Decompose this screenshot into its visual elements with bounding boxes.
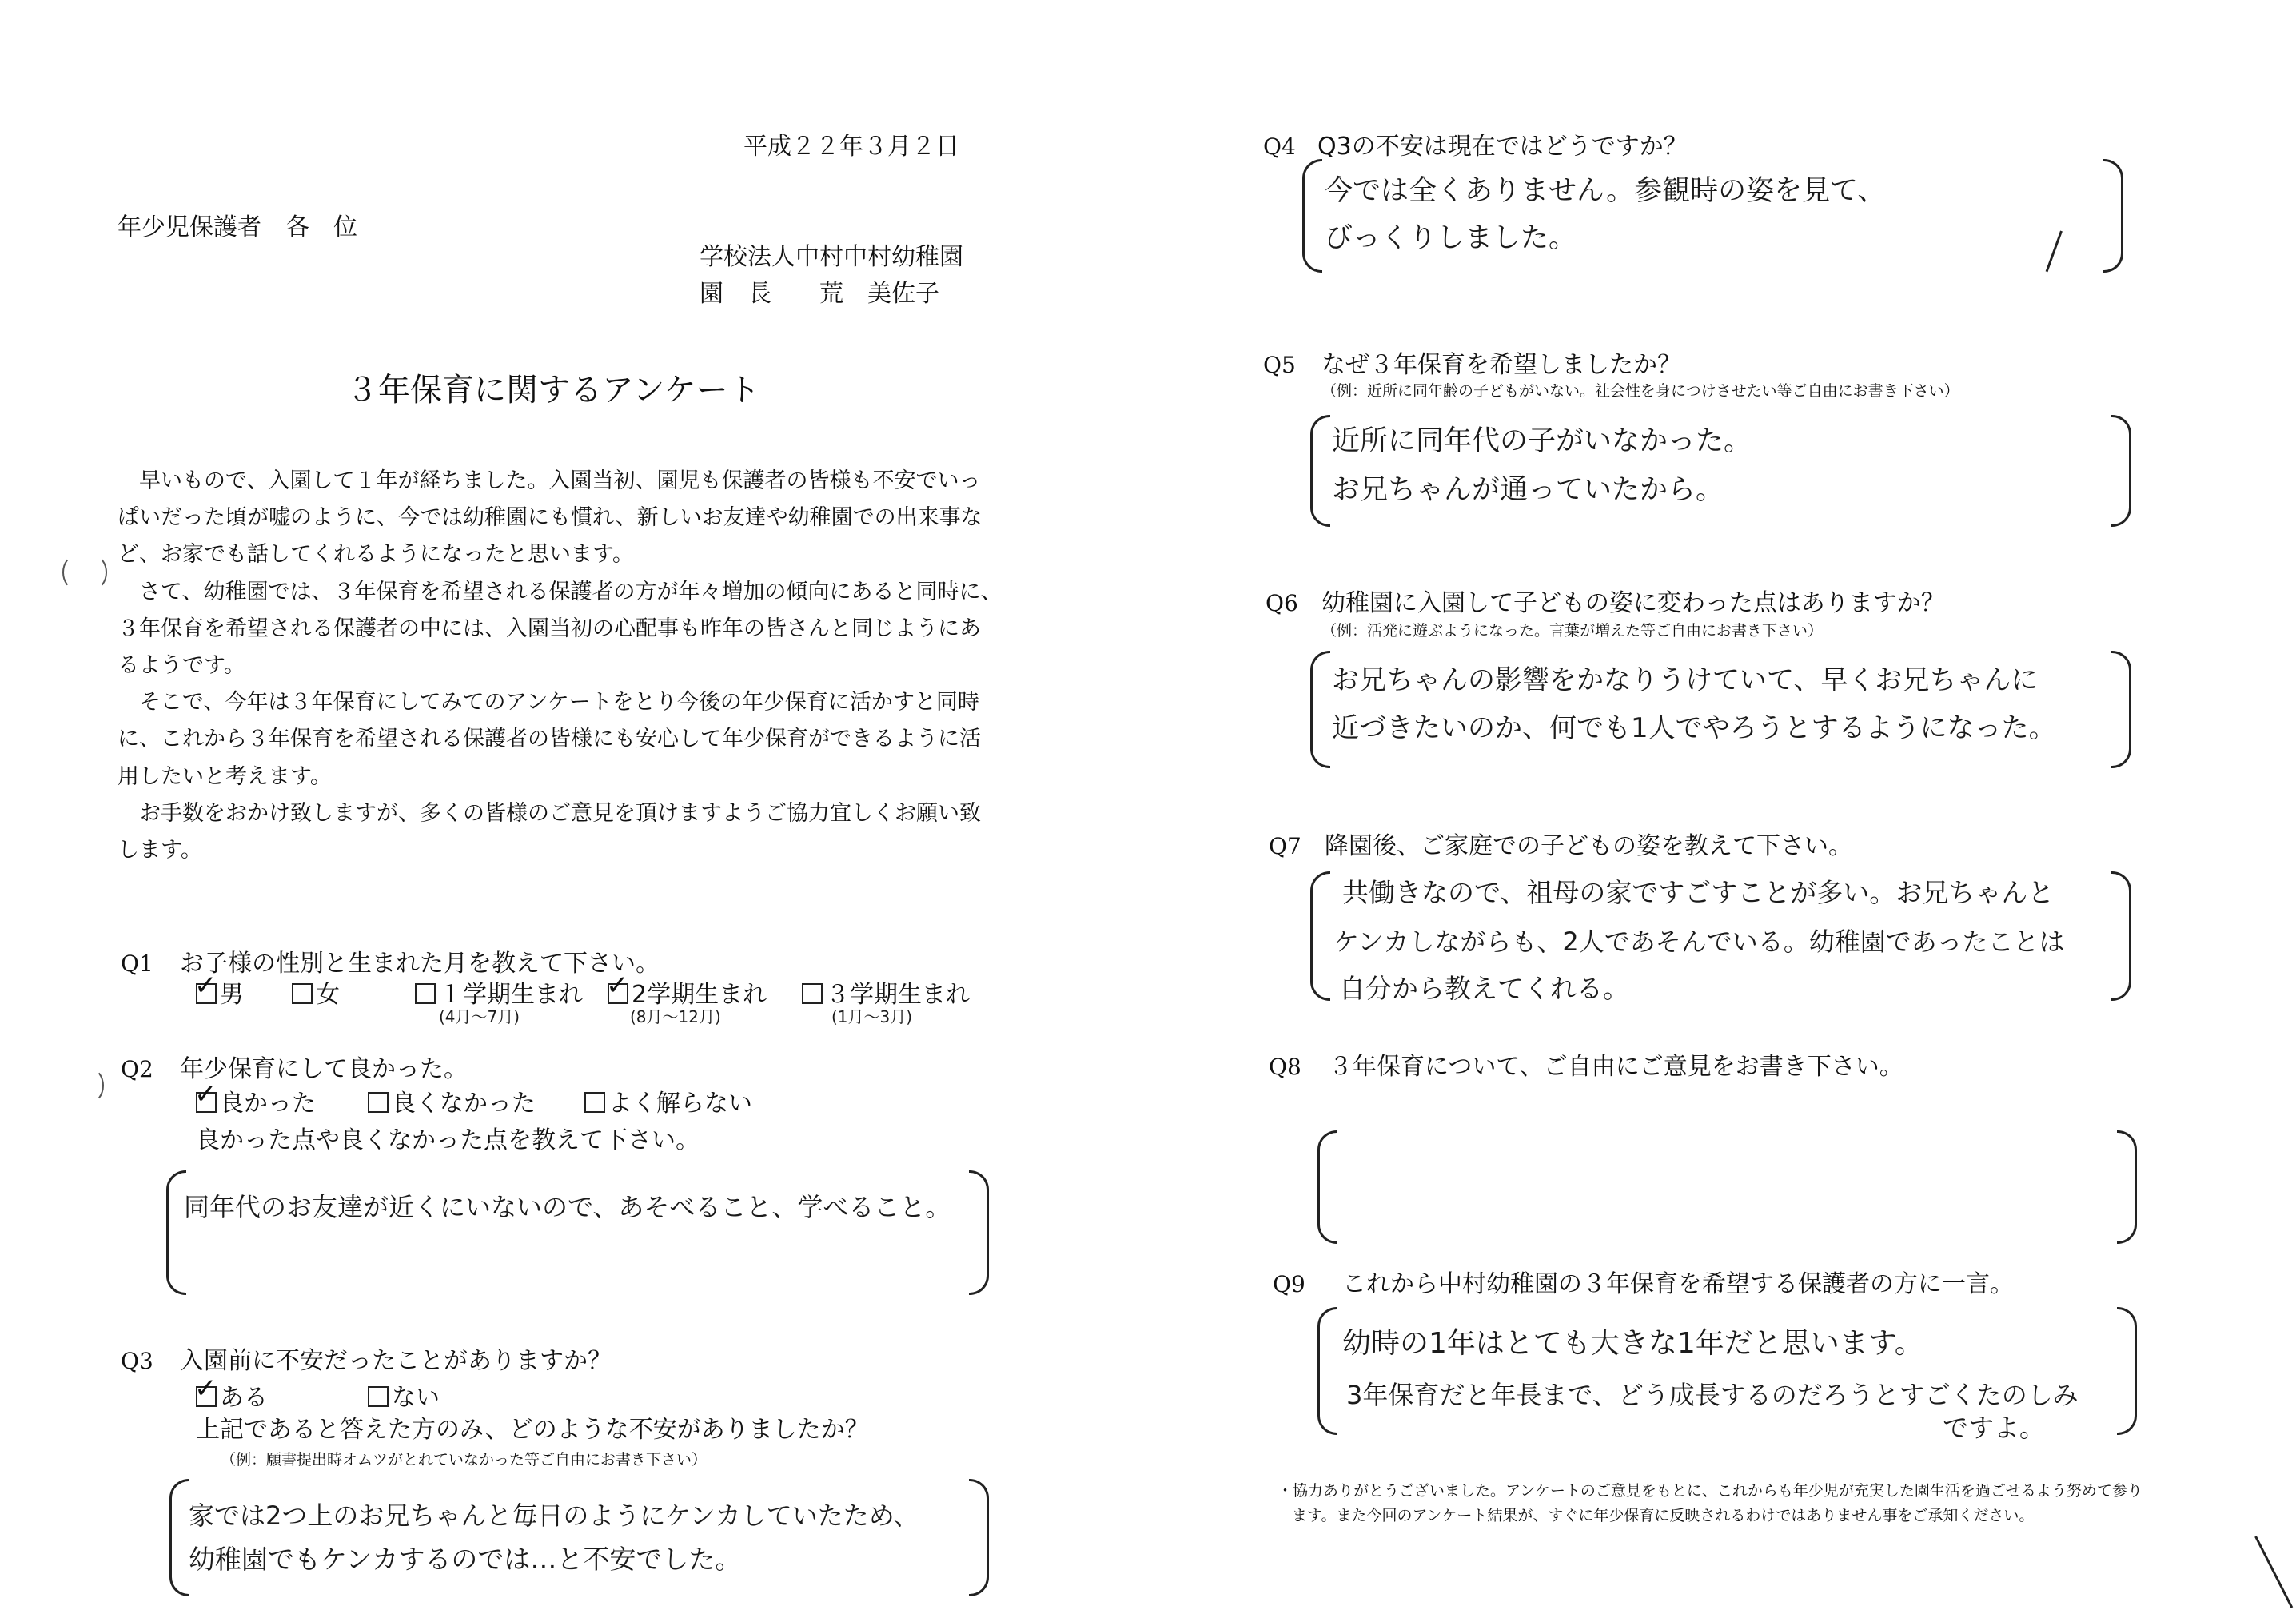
q6-example-note: （例：活発に遊ぶようになった。言葉が増えた等ご自由にお書き下さい） (1321, 622, 1824, 640)
q5-example-note: （例：近所に同年齢の子どもがいない。社会性を身につけさせたい等ご自由にお書き下さい） (1321, 382, 1959, 400)
bracket-right (2117, 1307, 2137, 1435)
q4-question: Q3の不安は現在ではどうですか？ (1317, 133, 1688, 161)
intro-line: さて、幼稚園では、３年保育を希望される保護者の方が年々増加の傾向にあると同時に、 (118, 580, 1003, 604)
q1-label: Q1 (121, 950, 153, 977)
option-label: ない (392, 1384, 440, 1412)
q2-option-not-good (368, 1090, 536, 1118)
intro-line: ３年保育を希望される保護者の中には、入園当初の心配事も昨年の皆さんと同じようにあ (118, 616, 981, 641)
q8-question: ３年保育について、ご自由にご意見をお書き下さい。 (1329, 1053, 1903, 1081)
option-label: １学期生まれ (439, 981, 583, 1009)
q3-answer-box (169, 1479, 989, 1596)
bracket-right (2111, 651, 2131, 768)
q2-subquestion: 良かった点や良くなかった点を教えて下さい。 (196, 1126, 700, 1154)
option-label: よく解らない (608, 1090, 752, 1118)
bracket-left (1310, 415, 1330, 527)
option-label: ３学期生まれ (826, 981, 970, 1009)
q2-question: 年少保育にして良かった。 (180, 1055, 468, 1083)
option-label: ある (220, 1384, 268, 1412)
intro-line: 早いもので、入園して１年が経ちました。入園当初、園児も保護者の皆様も不安でいっ (118, 468, 981, 493)
intro-line: ぱいだった頃が嘘のように、今では幼稚園にも慣れ、新しいお友達や幼稚園での出来事な (118, 505, 983, 530)
school-name: 学校法人中村中村幼稚園 (700, 243, 963, 271)
q9-label: Q9 (1273, 1271, 1305, 1297)
bracket-left (1317, 1307, 1337, 1435)
q1-term1-months: (4月～7月) (439, 1007, 520, 1026)
checkbox (584, 1092, 605, 1113)
q3-label: Q3 (121, 1348, 153, 1374)
checkbox (368, 1386, 389, 1407)
checkbox (608, 983, 628, 1004)
checkbox (368, 1092, 389, 1113)
q1-term3-months: (1月～3月) (831, 1007, 913, 1026)
q3-question: 入園前に不安だったことがありますか？ (180, 1347, 612, 1375)
q3-handwritten-answer-line: 幼稚園でもケンカするのでは…と不安でした。 (189, 1544, 742, 1575)
footer-note-line: ます。また今回のアンケート結果が、すぐに年少保育に反映されるわけではありません事をご承知ください。 (1292, 1507, 2035, 1524)
q2-label: Q2 (121, 1056, 153, 1082)
checkbox (802, 983, 823, 1004)
q8-label: Q8 (1269, 1054, 1301, 1080)
q1-option-term1 (415, 981, 583, 1010)
bracket-right (969, 1170, 989, 1295)
intro-line: 用したいと考えます。 (118, 764, 332, 789)
bracket-left (169, 1479, 189, 1596)
q3-subquestion: 上記であると答えた方のみ、どのような不安がありましたか？ (196, 1416, 869, 1444)
checkbox (196, 983, 217, 1004)
bracket-left (166, 1170, 186, 1295)
q5-label: Q5 (1263, 352, 1296, 378)
q7-handwritten-answer-line: ケンカしながらも、2人であそんでいる。幼稚園であったことは (1333, 927, 2065, 957)
page-title: ３年保育に関するアンケート (346, 372, 760, 408)
checkbox (196, 1092, 217, 1113)
bracket-left (1310, 871, 1330, 1001)
intro-line: します。 (118, 838, 202, 863)
q6-label: Q6 (1266, 590, 1298, 616)
bracket-right (969, 1479, 989, 1596)
q2-answer-box (166, 1170, 989, 1295)
q3-handwritten-answer-line: 家では2つ上のお兄ちゃんと毎日のようにケンカしていたため、 (189, 1500, 919, 1531)
q2-option-good (196, 1090, 316, 1118)
bracket-left (1302, 159, 1322, 273)
intro-line: るようです。 (118, 653, 245, 678)
q9-handwritten-answer-line: ですよ。 (1943, 1413, 2046, 1443)
intro-line: に、これから３年保育を希望される保護者の皆様にも安心して年少保育ができるように活 (118, 727, 981, 751)
q6-handwritten-answer-line: お兄ちゃんの影響をかなりうけていて、早くお兄ちゃんに (1332, 664, 2039, 696)
checkbox (415, 983, 436, 1004)
q5-handwritten-answer-line: お兄ちゃんが通っていたから。 (1332, 474, 1724, 506)
principal-name: 園 長 荒 美佐子 (700, 280, 939, 308)
footer-note-line: ・協力ありがとうございました。アンケートのご意見をもとに、これからも年少児が充実した園生活を過ごせるよう努めて参り (1278, 1482, 2143, 1500)
option-label: 2学期生まれ (632, 981, 767, 1009)
q5-handwritten-answer-line: 近所に同年代の子がいなかった。 (1332, 425, 1752, 457)
q7-handwritten-answer-line: 共働きなので、祖母の家ですごすことが多い。お兄ちゃんと (1342, 877, 2055, 908)
q2-handwritten-answer: 同年代のお友達が近くにいないので、あそべること、学べること。 (184, 1192, 951, 1222)
q2-option-unsure (584, 1090, 752, 1118)
option-label: 男 (220, 981, 244, 1009)
bracket-right (2111, 871, 2131, 1001)
binder-hole-mark (80, 555, 107, 590)
q9-question: これから中村幼稚園の３年保育を希望する保護者の方に一言。 (1342, 1270, 2014, 1298)
q1-option-male (196, 981, 244, 1010)
q3-option-yes (196, 1384, 268, 1413)
q4-label: Q4 (1263, 134, 1296, 160)
binder-hole-mark (77, 1068, 104, 1103)
intro-line: そこで、今年は３年保育にしてみてのアンケートをとり今後の年少保育に活かすと同時 (118, 690, 979, 715)
q5-question: なぜ３年保育を希望しましたか？ (1321, 351, 1681, 379)
q6-question: 幼稚園に入園して子どもの姿に変わった点はありますか？ (1321, 589, 1945, 617)
option-label: 女 (316, 981, 340, 1009)
q1-question: お子様の性別と生まれた月を教えて下さい。 (180, 950, 660, 978)
option-label: 良かった (220, 1090, 316, 1118)
q1-option-term3 (802, 981, 970, 1010)
q4-handwritten-answer-line: 今では全くありません。参観時の姿を見て、 (1325, 175, 1886, 207)
q1-option-female (292, 981, 340, 1010)
option-label: 良くなかった (392, 1090, 536, 1118)
q1-option-term2 (608, 981, 767, 1010)
q3-option-no (368, 1384, 440, 1413)
scan-edge-mark (2254, 1536, 2293, 1608)
bracket-left (1317, 1130, 1337, 1244)
q1-term2-months: (8月～12月) (630, 1007, 721, 1026)
bracket-right (2103, 159, 2123, 273)
checkbox (292, 983, 313, 1004)
q3-example-note: （例：願書提出時オムツがとれていなかった等ご自由にお書き下さい） (221, 1451, 708, 1469)
bracket-left (1310, 651, 1330, 768)
q9-handwritten-answer-line: 3年保育だと年長まで、どう成長するのだろうとすごくたのしみ (1346, 1380, 2079, 1410)
q4-handwritten-answer-line: びっくりしました。 (1325, 222, 1577, 254)
bracket-right (2117, 1130, 2137, 1244)
checkbox (196, 1386, 217, 1407)
q7-label: Q7 (1269, 833, 1301, 859)
q7-question: 降園後、ご家庭での子どもの姿を教えて下さい。 (1325, 832, 1852, 860)
bracket-right (2111, 415, 2131, 527)
q8-answer-box (1317, 1130, 2137, 1244)
intro-line: ど、お家でも話してくれるようになったと思います。 (118, 542, 634, 567)
intro-line: お手数をおかけ致しますが、多くの皆様のご意見を頂けますようご協力宜しくお願い致 (118, 801, 981, 826)
q6-handwritten-answer-line: 近づきたいのか、何でも1人でやろうとするようになった。 (1332, 712, 2056, 744)
addressee: 年少児保護者 各 位 (118, 213, 357, 241)
q7-handwritten-answer-line: 自分から教えてくれる。 (1339, 973, 1629, 1004)
q9-handwritten-answer-line: 幼時の1年はとても大きな1年だと思います。 (1342, 1327, 1923, 1360)
document-date: 平成２２年３月２日 (743, 133, 959, 161)
